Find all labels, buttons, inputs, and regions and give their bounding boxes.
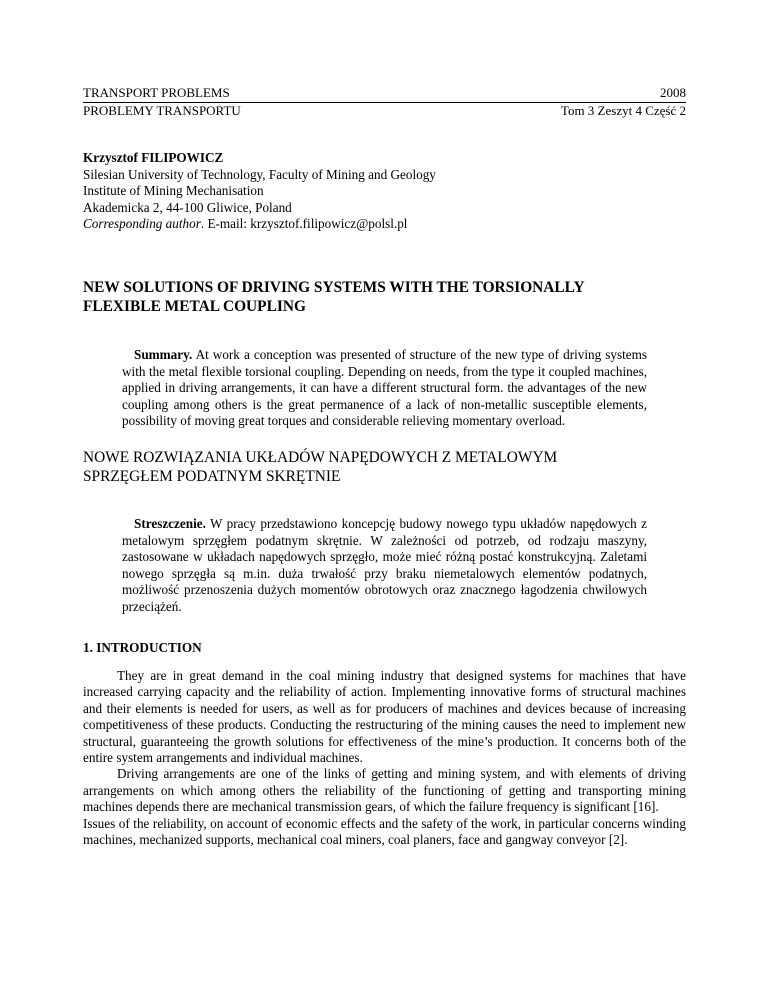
journal-year: 2008	[660, 85, 686, 100]
affiliation-line-2: Institute of Mining Mechanisation	[83, 183, 264, 198]
author-address: Akademicka 2, 44-100 Gliwice, Poland	[83, 199, 292, 215]
summary-text: At work a conception was presented of structure of the new type of driving systems with the metal flexible torsional coupling. Depending on needs, from the type it coupled machines, applied in driving arrangements, it can have a different structural form. the advantages of the new coupling among others is the great permanence of a lack of non-metallic susceptible elements, possibility of moving great torques and considerable relieving momentary overload.	[122, 347, 647, 428]
running-header	[83, 85, 686, 119]
corresponding-author-label: Corresponding author	[83, 216, 201, 231]
article-title-en	[83, 278, 686, 316]
streszczenie-paragraph	[122, 516, 647, 615]
streszczenie-text: W pracy przedstawiono koncepcję budowy nowego typu układów napędowych z metalowym sprzęgłem podatnym skrętnie. W zależności od potrzeb, od rodzaju maszyny, zastosowane w układach napędowych sprzęgło, może mieć różną postać konstrukcyjną. Zaletami nowego sprzęgła są m.in. duża trwałość przy braku niemetalowych elementów podatnych, możliwość przenoszenia dużych momentów obrotowych oraz znacznego łagodzenia chwilowych przeciążeń.	[122, 516, 647, 614]
summary-abstract	[122, 347, 647, 430]
title-en-line-2: FLEXIBLE METAL COUPLING	[83, 298, 306, 315]
streszczenie-label: Streszczenie.	[134, 516, 206, 531]
corresponding-author-line	[83, 216, 686, 233]
introduction-body	[83, 668, 686, 848]
author-name: Krzysztof FILIPOWICZ	[83, 150, 224, 165]
affiliation-line-1: Silesian University of Technology, Faculty of Mining and Geology	[83, 166, 436, 182]
intro-paragraph-3: Issues of the reliability, on account of economic effects and the safety of the work, in particular concerns winding machines, mechanized supports, mechanical coal miners, coal planers, face and gangway conveyor [2].	[83, 815, 686, 848]
title-pl-line-2: SPRZĘGŁEM PODATNYM SKRĘTNIE	[83, 468, 341, 485]
journal-title-pl: PROBLEMY TRANSPORTU	[83, 103, 241, 118]
section-heading-introduction: 1. INTRODUCTION	[83, 640, 202, 655]
running-header-bottom-row	[83, 103, 686, 119]
corresponding-author-email: . E-mail: krzysztof.filipowicz@polsl.pl	[200, 216, 408, 231]
title-en-line-1: NEW SOLUTIONS OF DRIVING SYSTEMS WITH THE TORSIONALLY	[83, 279, 585, 296]
summary-label: Summary.	[134, 347, 193, 362]
intro-paragraph-2: Driving arrangements are one of the links of getting and mining system, and with elements of driving arrangements on which among others the reliability of the functioning of getting and transporting mining machines depends there are mechanical transmission gears, of which the failure frequency is significant [16].	[83, 766, 686, 815]
article-title-pl	[83, 448, 686, 486]
streszczenie-abstract	[122, 516, 647, 615]
running-header-top-row	[83, 85, 686, 103]
volume-info: Tom 3 Zeszyt 4 Część 2	[560, 103, 686, 118]
intro-paragraph-1: They are in great demand in the coal mining industry that designed systems for machines that have increased carrying capacity and the reliability of action. Implementing innovative forms of structural machines and their elements is needed for users, as well as for producers of machines and devices because of increasing competitiveness of these products. Conducting the restructuring of the mining causes the need to implement new structural, guaranteeing the growth solutions for effectiveness of the mine’s production. It concerns both of the entire system arrangements and individual machines.	[83, 668, 686, 766]
summary-paragraph	[122, 347, 647, 430]
journal-title-en: TRANSPORT PROBLEMS	[83, 85, 230, 100]
title-pl-line-1: NOWE ROZWIĄZANIA UKŁADÓW NAPĘDOWYCH Z METALOWYM	[83, 449, 558, 466]
author-block	[83, 150, 686, 233]
